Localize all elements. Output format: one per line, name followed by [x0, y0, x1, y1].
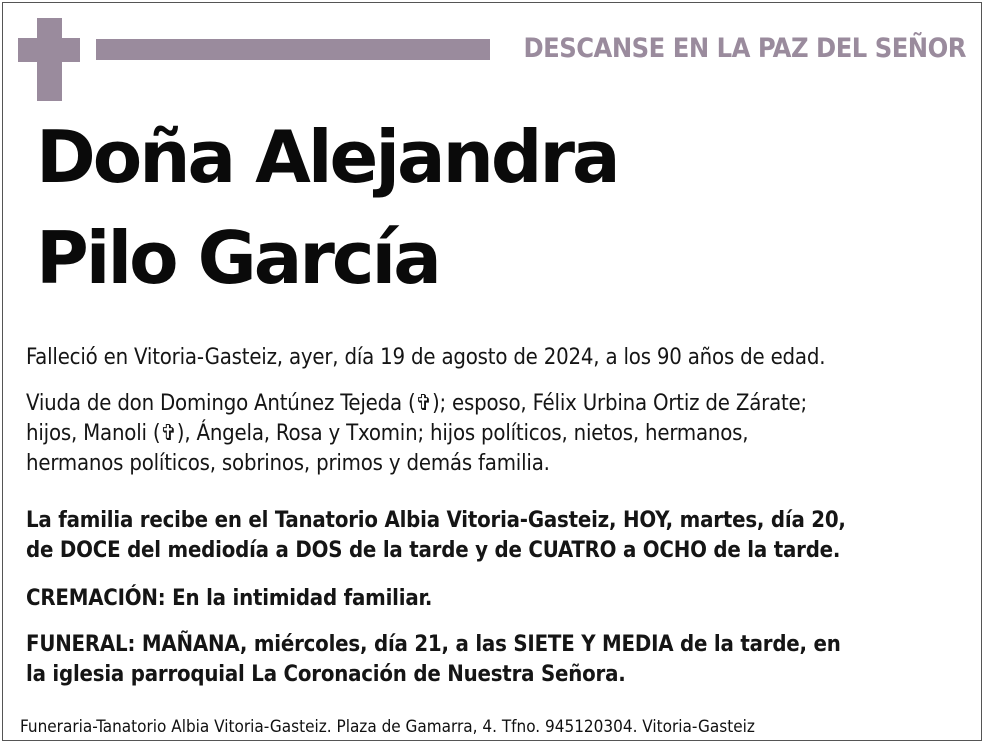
wake-line: La familia recibe en el Tanatorio Albia Vitoria-Gasteiz, HOY, martes, día 20,: [26, 508, 846, 533]
family-paragraph: [26, 389, 966, 479]
wake-line: de DOCE del mediodía a DOS de la tarde y de CUATRO a OCHO de la tarde.: [26, 538, 841, 563]
funeral-line: FUNERAL: MAÑANA, miércoles, día 21, a las SIETE Y MEDIA de la tarde, en: [26, 632, 841, 657]
funeral-line: la iglesia parroquial La Coronación de Nuestra Señora.: [26, 662, 626, 687]
wake-paragraph: [26, 506, 966, 566]
latin-cross-icon-arm: [18, 38, 80, 62]
deceased-name-line1: Doña Alejandra: [36, 115, 618, 199]
death-notice-text: Falleció en Vitoria-Gasteiz, ayer, día 19 de agosto de 2024, a los 90 años de edad.: [26, 345, 826, 370]
header-motto: DESCANSE EN LA PAZ DEL SEÑOR: [523, 33, 966, 64]
header-rule: [96, 39, 490, 60]
family-line: hijos, Manoli (✞), Ángela, Rosa y Txomin; hijos políticos, nietos, hermanos,: [26, 421, 749, 446]
death-notice: [26, 343, 966, 373]
deceased-name-line2: Pilo García: [36, 216, 439, 300]
funeral-home-footer: Funeraria-Tanatorio Albia Vitoria-Gasteiz. Plaza de Gamarra, 4. Tfno. 945120304. Vitoria-Gasteiz: [20, 717, 755, 737]
cremation-text: CREMACIÓN: En la intimidad familiar.: [26, 586, 433, 611]
family-line: hermanos políticos, sobrinos, primos y demás familia.: [26, 451, 550, 476]
cremation-paragraph: [26, 584, 966, 614]
family-line: Viuda de don Domingo Antúnez Tejeda (✞); esposo, Félix Urbina Ortiz de Zárate;: [26, 391, 808, 416]
funeral-paragraph: [26, 630, 966, 690]
